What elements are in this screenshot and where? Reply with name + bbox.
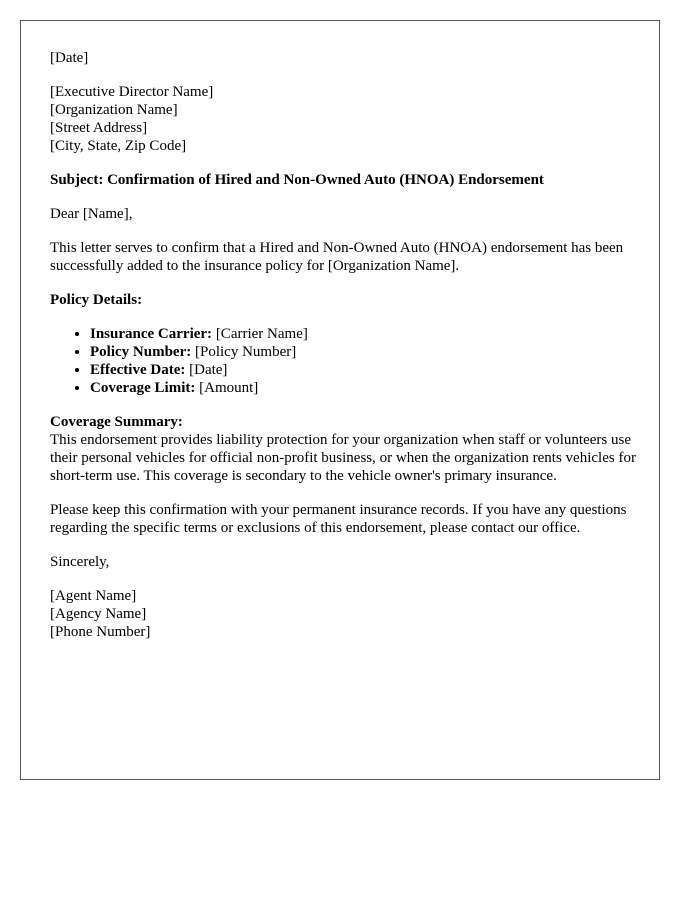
subject-line [50,171,640,189]
intro-paragraph: This letter serves to confirm that a Hired and Non-Owned Auto (HNOA) endorsement has been successfully added to the insurance policy for [Organization Name]. [50,240,624,274]
recipient-city-state-zip: [City, State, Zip Code] [50,138,187,154]
agency-name: [Agency Name] [50,606,147,622]
policy-item-value: [Date] [189,362,228,378]
policy-details-list [50,325,640,397]
list-item [90,361,640,379]
policy-item-label: Effective Date: [90,362,186,378]
list-item [90,325,640,343]
coverage-summary-text: This endorsement provides liability protection for your organization when staff or volunteers use their personal vehicles for official non-profit business, or when the organization rents vehicles for short-term use. This coverage is secondary to the vehicle owner's primary insurance. [50,432,636,484]
recipient-organization: [Organization Name] [50,102,178,118]
recipient-address [50,83,640,155]
closing-paragraph: Please keep this confirmation with your permanent insurance records. If you have any questions regarding the specific terms or exclusions of this endorsement, please contact our office. [50,502,627,536]
subject-text: Confirmation of Hired and Non-Owned Auto (HNOA) Endorsement [107,172,544,188]
recipient-street: [Street Address] [50,120,148,136]
signature-block [50,587,640,641]
agency-phone: [Phone Number] [50,624,151,640]
coverage-summary [50,413,640,485]
list-item [90,343,640,361]
policy-item-label: Insurance Carrier: [90,326,213,342]
coverage-summary-heading: Coverage Summary: [50,414,183,430]
agent-name: [Agent Name] [50,588,137,604]
policy-item-value: [Policy Number] [194,344,297,360]
letter-date: [Date] [50,50,89,66]
sign-off: Sincerely, [50,554,110,570]
letter-body [50,49,640,657]
policy-item-label: Policy Number: [90,344,192,360]
letter-page [20,20,660,780]
subject-label: Subject: [50,172,104,188]
recipient-name: [Executive Director Name] [50,84,214,100]
policy-item-value: [Amount] [199,380,259,396]
policy-details-heading: Policy Details: [50,292,143,308]
policy-item-value: [Carrier Name] [215,326,308,342]
policy-item-label: Coverage Limit: [90,380,196,396]
list-item [90,379,640,397]
salutation: Dear [Name], [50,206,133,222]
